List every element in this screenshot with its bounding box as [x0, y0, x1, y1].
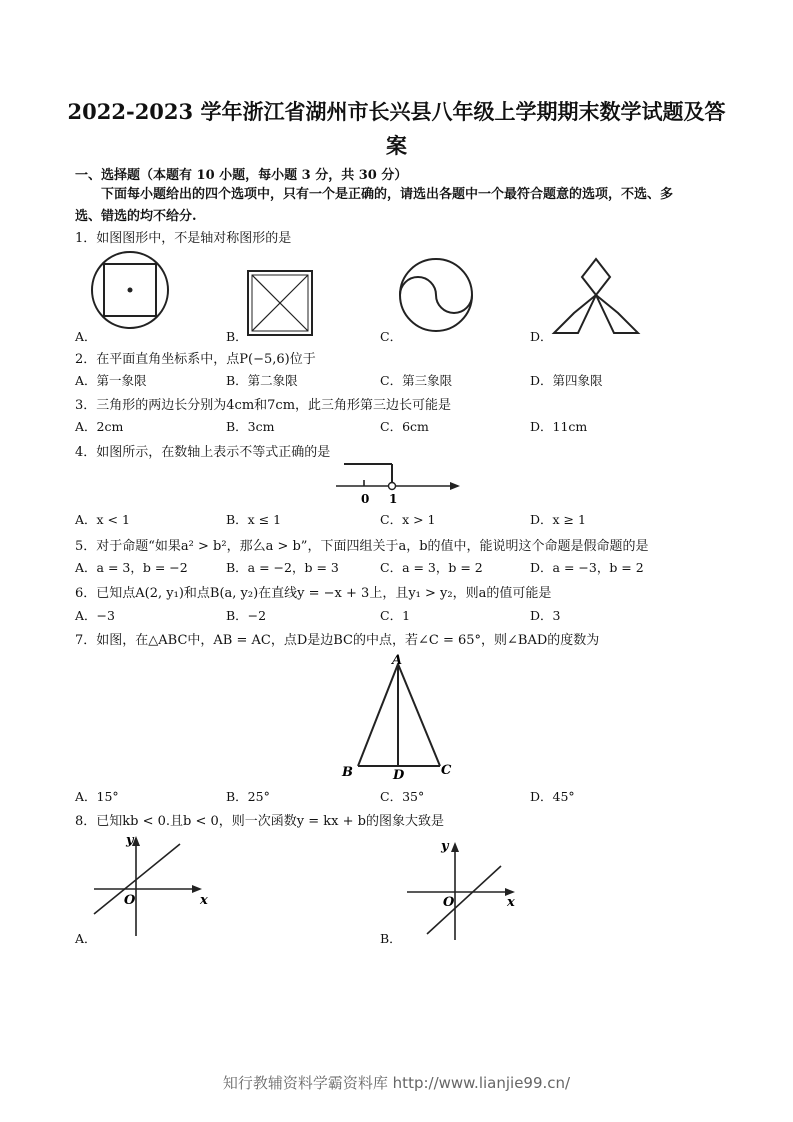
triangle-label-d: D: [393, 768, 405, 783]
q5-stem: 5．对于命题“如果a² > b²，那么a > b”，下面四组关于a，b的值中，能说明这个命题是假命题的是: [75, 539, 649, 554]
q6-option-c: C．1: [380, 608, 411, 623]
q1-figure-a-circle-square: [90, 250, 170, 330]
q1-figure-d-three-rhombus: [550, 257, 634, 339]
q7-option-d: D．45°: [530, 789, 575, 804]
triangle-label-c: C: [441, 763, 452, 778]
numberline-zero-label: 0: [361, 492, 370, 506]
q7-option-a: A．15°: [75, 789, 119, 804]
q1-stem: 1．如图图形中，不是轴对称图形的是: [75, 231, 292, 246]
q3-stem: 3．三角形的两边长分别为4cm和7cm，此三角形第三边长可能是: [75, 398, 452, 413]
q1-option-c: C．: [380, 329, 403, 344]
q8-graph-b: [405, 836, 535, 944]
q3-option-b: B．3cm: [226, 419, 275, 434]
footer-watermark: 知行教辅资料学霸资料库 http://www.lianjie99.cn/: [222, 1074, 571, 1092]
q4-option-d: D．x ≥ 1: [530, 512, 586, 527]
page-title-line1: 2022-2023 学年浙江省湖州市长兴县八年级上学期期末数学试题及答: [67, 99, 726, 124]
instructions-line1: 下面每小题给出的四个选项中，只有一个是正确的，请选出各题中一个最符合题意的选项，不选、多: [101, 187, 674, 202]
q3-option-c: C．6cm: [380, 419, 429, 434]
q1-figure-c-yinyang: [398, 257, 474, 333]
triangle-label-b: B: [342, 765, 353, 780]
graph-b-y-label: y: [441, 839, 449, 854]
q1-option-b: B．: [226, 329, 248, 344]
q4-option-c: C．x > 1: [380, 512, 436, 527]
q6-stem: 6．已知点A(2, y₁)和点B(a, y₂)在直线y = −x + 3上，且y₁ > y₂，则a的值可能是: [75, 586, 552, 601]
q2-option-d: D．第四象限: [530, 373, 603, 388]
q4-option-b: B．x ≤ 1: [226, 512, 282, 527]
instructions-line2: 选、错选的均不给分.: [75, 209, 197, 224]
q6-option-b: B．−2: [226, 608, 267, 623]
q4-stem: 4．如图所示，在数轴上表示不等式正确的是: [75, 445, 331, 460]
q5-option-c: C．a = 3，b = 2: [380, 560, 483, 575]
q3-option-d: D．11cm: [530, 419, 588, 434]
q1-option-d: D．: [530, 329, 553, 344]
q4-option-a: A．x < 1: [75, 512, 130, 527]
q7-option-b: B．25°: [226, 789, 270, 804]
q8-stem: 8．已知kb < 0.且b < 0，则一次函数y = kx + b的图象大致是: [75, 814, 444, 829]
q2-option-c: C．第三象限: [380, 373, 453, 388]
q4-number-line: [336, 462, 466, 506]
q2-stem: 2．在平面直角坐标系中，点P(−5,6)位于: [75, 352, 316, 367]
page-title-line2: 案: [386, 133, 407, 158]
q8-option-a: A．: [75, 931, 97, 946]
q1-figure-b-square-cross: [245, 268, 317, 340]
q3-option-a: A．2cm: [75, 419, 124, 434]
graph-b-origin-label: O: [443, 895, 455, 910]
q2-option-a: A．第一象限: [75, 373, 147, 388]
q5-option-b: B．a = −2，b = 3: [226, 560, 339, 575]
q7-option-c: C．35°: [380, 789, 425, 804]
q8-option-b: B．: [380, 931, 402, 946]
q6-option-d: D．3: [530, 608, 561, 623]
q7-triangle-figure: [340, 652, 460, 782]
q2-option-b: B．第二象限: [226, 373, 298, 388]
numberline-one-label: 1: [389, 492, 398, 506]
q1-option-a: A．: [75, 329, 97, 344]
q5-option-d: D．a = −3，b = 2: [530, 560, 644, 575]
graph-a-x-label: x: [200, 893, 208, 908]
graph-a-origin-label: O: [124, 893, 136, 908]
q7-stem: 7．如图，在△ABC中，AB = AC，点D是边BC的中点，若∠C = 65°，则∠BAD的度数为: [75, 633, 600, 648]
q5-option-a: A．a = 3，b = −2: [75, 560, 188, 575]
triangle-label-a: A: [392, 653, 403, 668]
q8-graph-a: [90, 832, 220, 940]
graph-b-x-label: x: [507, 895, 515, 910]
section-heading: 一、选择题（本题有 10 小题，每小题 3 分，共 30 分）: [75, 168, 408, 183]
q6-option-a: A．−3: [75, 608, 115, 623]
graph-a-y-label: y: [126, 833, 134, 848]
